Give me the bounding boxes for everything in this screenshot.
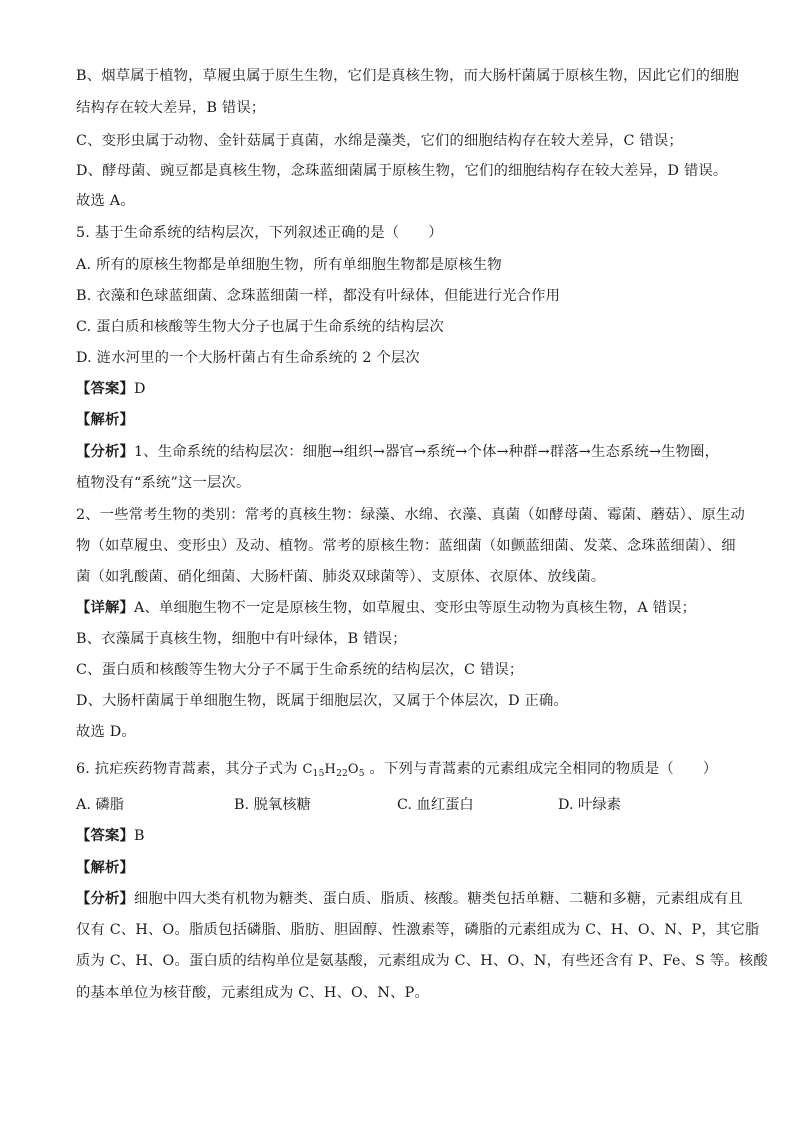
q6-fenxi-line4: 的基本单位为核苷酸，元素组成为 C、H、O、N、P。 [76,985,429,1001]
q5-conclusion: 故选 D。 [76,724,136,740]
formula-c-sub: 15 [312,769,325,779]
formula-h-sub: 22 [336,769,348,779]
prev-explanation-b-line1: B、烟草属于植物，草履虫属于原生生物，它们是真核生物，而大肠杆菌属于原核生物，因此它们的细胞 [76,68,740,84]
q5-answer-tag: 【答案】 [76,381,134,397]
q6-option-a: A. 磷脂 [76,797,125,813]
q5-option-a: A. 所有的原核生物都是单细胞生物，所有单细胞生物都是原核生物 [76,257,502,273]
q5-xiangjie-c: C、蛋白质和核酸等生物大分子不属于生命系统的结构层次，C 错误； [76,662,524,678]
q6-formula [303,762,365,777]
q5-xiangjie-a-line [76,598,726,618]
q6-answer-line [76,826,726,846]
q6-answer: B [134,828,145,844]
formula-c: C [302,762,313,777]
formula-h: H [324,762,337,777]
prev-explanation-c-line: C、变形虫属于动物、金针菇属于真菌，水绵是藻类，它们的细胞结构存在较大差异，C 错误； [76,133,683,149]
q6-stem-after: 。下列与青蒿素的元素组成完全相同的物质是（ ） [364,761,718,777]
q5-xiangjie-tag: 【详解】 [76,600,134,616]
formula-o: O [347,762,359,777]
q6-option-b: B. 脱氧核糖 [234,797,311,813]
q5-xiangjie-a: A、单细胞生物不一定是原核生物，如草履虫、变形虫等原生动物为真核生物，A 错误； [134,600,697,616]
q5-fenxi-line3: 2、一些常考生物的类别：常考的真核生物：绿藻、水绵、衣藻、真菌（如酵母菌、霉菌、蘑菇）、原生动 [76,507,745,523]
q6-analysis-line [76,858,726,878]
q5-fenxi-tag: 【分析】 [76,444,134,460]
q5-option-c: C. 蛋白质和核酸等生物大分子也属于生命系统的结构层次 [76,319,445,335]
q6-fenxi-line1 [76,889,743,909]
q5-fenxi-line5: 菌（如乳酸菌、硝化细菌、大肠杆菌、肺炎双球菌等）、支原体、衣原体、放线菌。 [76,569,606,585]
prev-explanation-b-line2: 结构存在较大差异，B 错误； [76,100,266,116]
prev-explanation-d-line: D、酵母菌、豌豆都是真核生物，念珠蓝细菌属于原核生物，它们的细胞结构存在较大差异，D 错误。 [76,163,728,179]
q6-stem [76,759,726,784]
q5-fenxi-line4: 物（如草履虫、变形虫）及动、植物。常考的原核生物：蓝细菌（如颤蓝细菌、发菜、念珠蓝细菌）、细 [76,538,736,554]
q5-answer-line [76,379,726,399]
q6-option-d: D. 叶绿素 [558,797,621,813]
q6-fenxi-line2: 仅有 C、H、O。脂质包括磷脂、脂肪、胆固醇、性激素等，磷脂的元素组成为 C、H、O、N、P，其它脂 [76,922,760,938]
q5-fenxi-text1: 1、生命系统的结构层次：细胞→组织→器官→系统→个体→种群→群落→生态系统→生物圈， [134,444,720,460]
q6-fenxi-text1: 细胞中四大类有机物为糖类、蛋白质、脂质、核酸。糖类包括单糖、二糖和多糖，元素组成有且 [134,891,743,907]
q6-fenxi-tag: 【分析】 [76,891,134,907]
prev-explanation-conclusion: 故选 A。 [76,193,135,209]
q6-stem-before: 6. 抗疟疾药物青蒿素，其分子式为 [76,761,303,777]
q5-option-b: B. 衣藻和色球蓝细菌、念珠蓝细菌一样，都没有叶绿体，但能进行光合作用 [76,288,561,304]
q5-answer: D [134,381,146,397]
q6-fenxi-line3: 质为 C、H、O。蛋白质的结构单位是氨基酸，元素组成为 C、H、O、N，有些还含有 P、Fe、S 等。核酸 [76,953,768,969]
q5-fenxi-line2: 植物没有“系统”这一层次。 [76,475,251,491]
q5-fenxi-line1 [76,442,726,462]
q5-analysis-line [76,410,726,430]
q5-xiangjie-d: D、大肠杆菌属于单细胞生物，既属于细胞层次，又属于个体层次，D 正确。 [76,693,568,709]
q5-analysis-tag: 【解析】 [76,412,134,428]
q6-answer-tag: 【答案】 [76,828,134,844]
formula-o-sub: 5 [358,769,365,779]
q5-stem: 5. 基于生命系统的结构层次，下列叙述正确的是（ ） [76,225,443,241]
q6-analysis-tag: 【解析】 [76,860,134,876]
q5-xiangjie-b: B、衣藻属于真核生物，细胞中有叶绿体，B 错误； [76,631,407,647]
q6-option-c: C. 血红蛋白 [397,797,474,813]
q5-option-d: D. 涟水河里的一个大肠杆菌占有生命系统的 2 个层次 [76,350,420,366]
